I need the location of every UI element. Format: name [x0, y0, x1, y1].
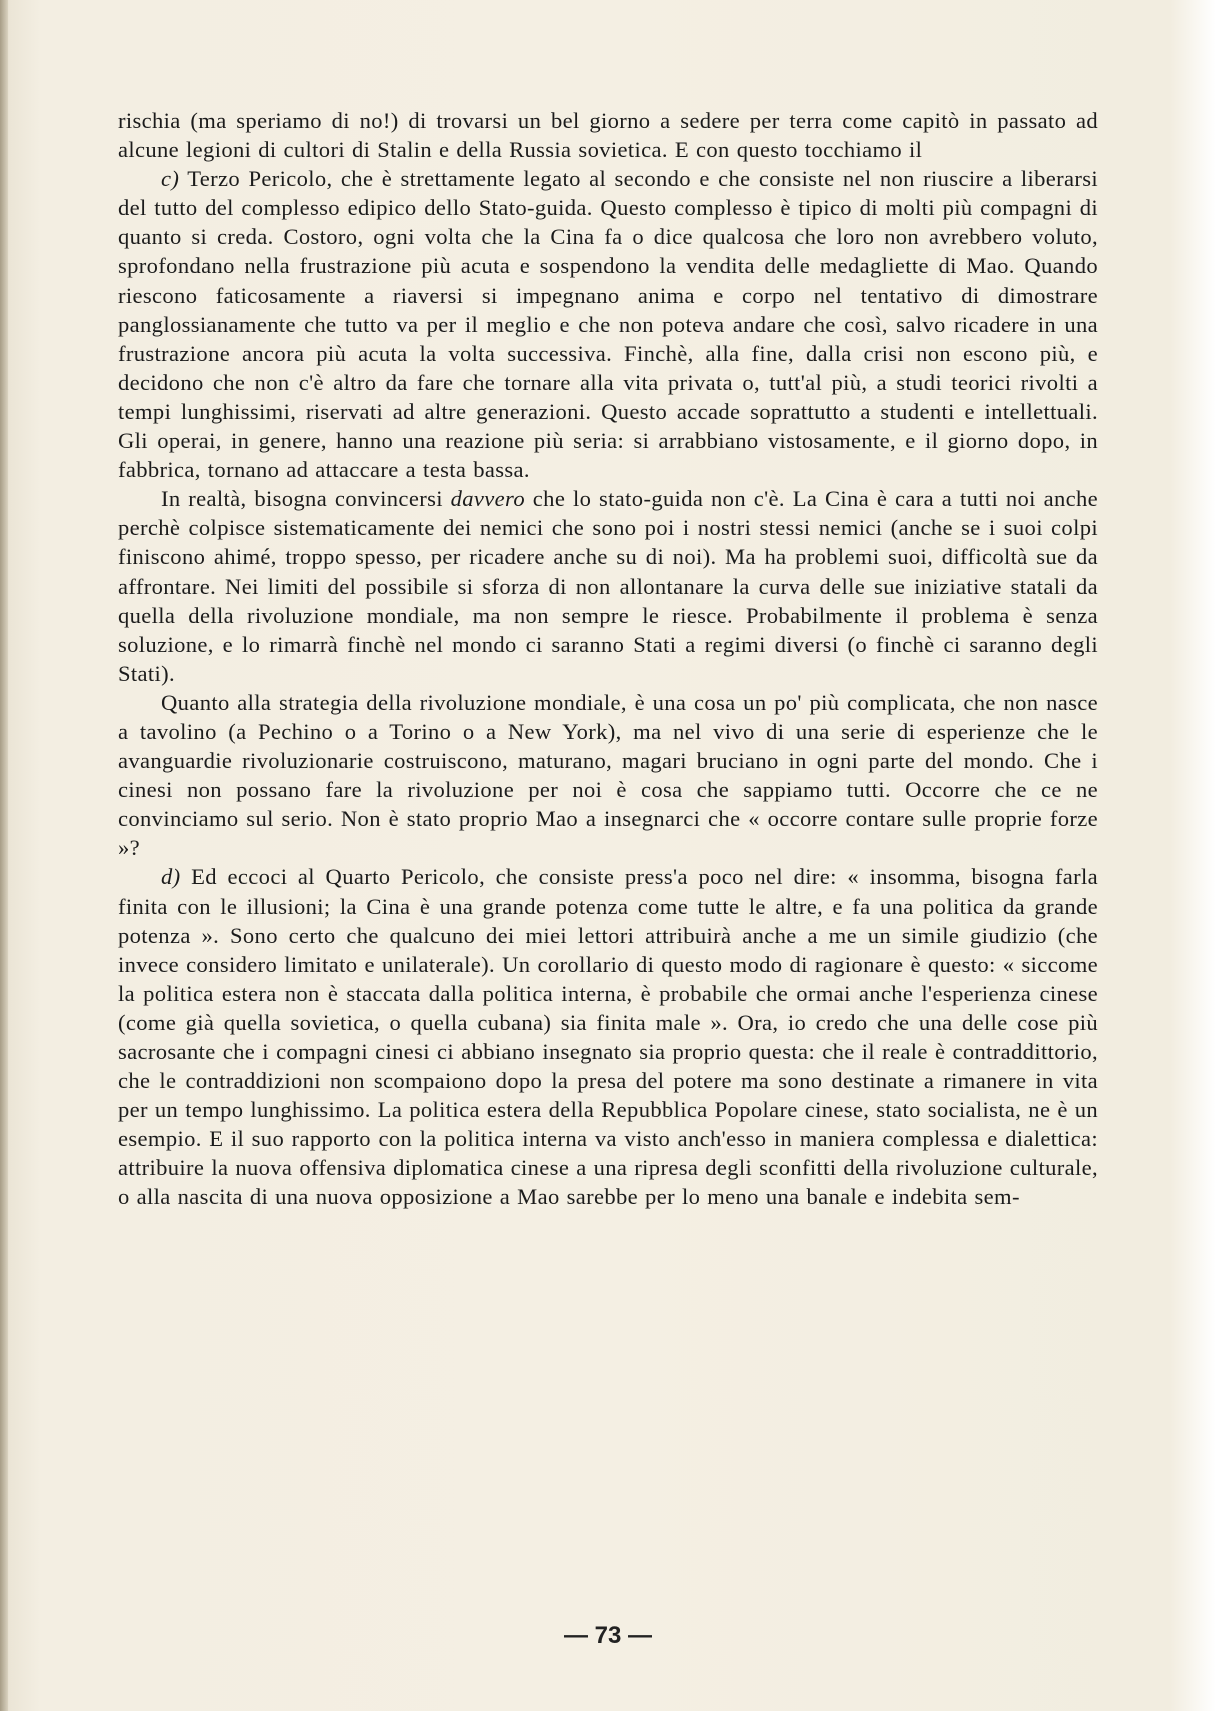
- paragraph-3: [118, 484, 1098, 688]
- page-binding-shadow: [0, 0, 8, 1711]
- paragraph-3-text-a: In realtà, bisogna convincersi: [161, 486, 451, 512]
- item-marker-c: c): [161, 166, 180, 192]
- emphasis-davvero: davvero: [450, 486, 526, 512]
- body-text: [118, 106, 1098, 1212]
- paragraph-4-text: Quanto alla strategia della rivoluzione mondiale, è una cosa un po' più complicata, che non nasce a tavolino (a Pechino o a Torino o a New York), ma nel vivo di una serie di esperienze che le avanguardie rivoluzionarie costruiscono, maturano, magari bruciano in ogni parte del mondo. Che i cinesi non possano fare la rivoluzione per noi è cosa che sappiamo tutti. Occorre che ce ne convinciamo sul serio. Non è stato proprio Mao a insegnarci che « occorre contare sulle proprie forze »?: [118, 689, 1098, 861]
- paragraph-5: [118, 862, 1098, 1211]
- page-number: — 73 —: [563, 1622, 653, 1649]
- paragraph-4: [118, 688, 1098, 863]
- paragraph-1-text: rischia (ma speriamo di no!) di trovarsi un bel giorno a sedere per terra come capitò in passato ad alcune legioni di cultori di Stalin e della Russia sovietica. E con questo tocchiamo il: [118, 108, 1098, 163]
- item-marker-d: d): [161, 864, 181, 890]
- paragraph-3-text-b: che lo stato-guida non c'è. La Cina è cara a tutti noi anche perchè colpisce sistematicamente dei nemici che sono poi i nostri stessi nemici (anche se i suoi colpi finiscono ahimé, troppo spesso, per ricadere anche su di noi). Ma ha problemi suoi, difficoltà sue da affrontare. Nei limiti del possibile si sforza di non allontanare la curva delle sue iniziative statali da quella della rivoluzione mondiale, ma non sempre le riesce. Probabilmente il problema è senza soluzione, e lo rimarrà finchè nel mondo ci saranno Stati a regimi diversi (o finchè ci saranno degli Stati).: [118, 486, 1098, 686]
- paragraph-2-text: Terzo Pericolo, che è strettamente legato al secondo e che consiste nel non riuscire a liberarsi del tutto del complesso edipico dello Stato-guida. Questo complesso è tipico di molti più compagni di quanto si creda. Costoro, ogni volta che la Cina fa o dice qualcosa che loro non avrebbero voluto, sprofondano nella frustrazione più acuta e sospendono la vendita delle medagliette di Mao. Quando riescono faticosamente a riaversi si impegnano anima e corpo nel tentativo di dimostrare panglossianamente che tutto va per il meglio e che non poteva andare che così, salvo ricadere in una frustrazione ancora più acuta la volta successiva. Finchè, alla fine, dalla crisi non escono più, e decidono che non c'è altro da fare che tornare alla vita privata o, tutt'al più, a studi teorici rivolti a tempi lunghissimi, riservati ad altre generazioni. Questo accade soprattutto a studenti e intellettuali. Gli operai, in genere, hanno una reazione più seria: si arrabbiano vistosamente, e il giorno dopo, in fabbrica, tornano ad attaccare a testa bassa.: [118, 166, 1098, 483]
- paragraph-1: [118, 106, 1098, 164]
- paragraph-5-text: Ed eccoci al Quarto Pericolo, che consiste press'a poco nel dire: « insomma, bisogna farla finita con le illusioni; la Cina è una grande potenza come tutte le altre, e fa una politica da grande potenza ». Sono certo che qualcuno dei miei lettori attribuirà anche a me un simile giudizio (che invece considero limitato e unilaterale). Un corollario di questo modo di ragionare è questo: « siccome la politica estera non è staccata dalla politica interna, è probabile che ormai anche l'esperienza cinese (come già quella sovietica, o quella cubana) sia finita male ». Ora, io credo che una delle cose più sacrosante che i compagni cinesi ci abbiano insegnato sia proprio questa: che il reale è contraddittorio, che le contraddizioni non scompaiono dopo la presa del potere ma sono destinate a rimanere in vita per un tempo lunghissimo. La politica estera della Repubblica Popolare cinese, stato socialista, ne è un esempio. E il suo rapporto con la politica interna va visto anch'esso in maniera complessa e dialettica: attribuire la nuova offensiva diplomatica cinese a una ripresa degli sconfitti della rivoluzione culturale, o alla nascita di una nuova opposizione a Mao sarebbe per lo meno una banale e indebita sem-: [118, 864, 1098, 1210]
- paragraph-2: [118, 164, 1098, 484]
